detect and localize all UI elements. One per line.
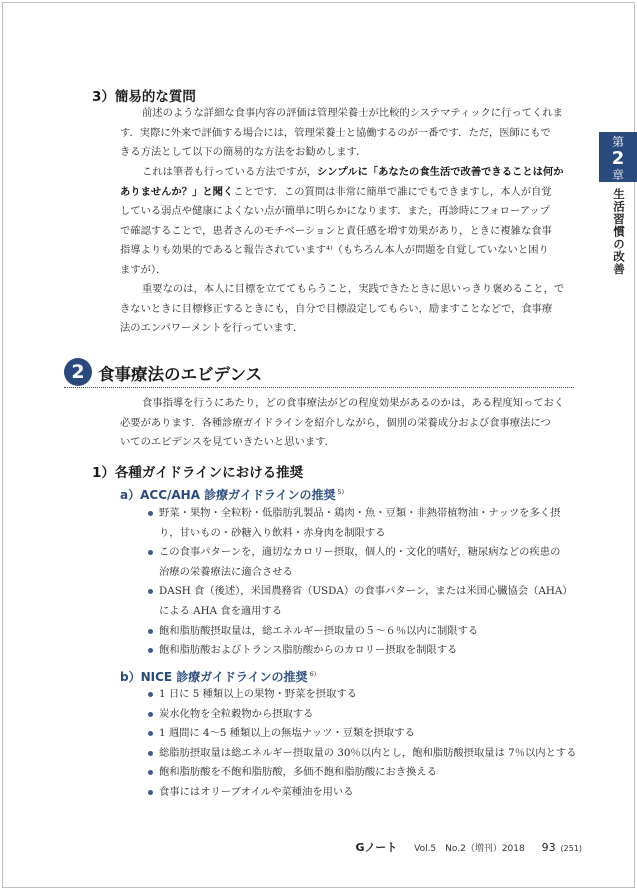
paragraph-line: いてのエビデンスを見ていきたいと思います． bbox=[120, 436, 335, 449]
list-item bbox=[148, 783, 576, 803]
list-item-text: 飽和脂肪酸摂取量は，総エネルギー摂取量の５～６％以内に制限する bbox=[159, 624, 479, 637]
chapter-prefix: 第 bbox=[611, 135, 624, 149]
list-item-text: 1 週間に 4～5 種類以上の無塩ナッツ・豆類を摂取する bbox=[159, 727, 415, 740]
section-number-badge: 2 bbox=[64, 358, 92, 386]
section-heading-simple-question: 3）簡易的な質問 bbox=[92, 89, 196, 105]
list-item-text: 炭水化物を全粒穀物から摂取する bbox=[159, 707, 314, 720]
list-item-text: この食事パターンを，適切なカロリー摂取，個人的・文化的嗜好，糖尿病などの疾患の bbox=[159, 546, 561, 559]
paragraph-line bbox=[120, 163, 574, 183]
list-item bbox=[148, 705, 576, 725]
guideline-heading-nice bbox=[120, 668, 316, 685]
list-item-text: 飽和脂肪酸およびトランス脂肪酸からのカロリー摂取を制限する bbox=[159, 644, 458, 657]
page-number: 93 bbox=[541, 841, 556, 854]
paragraph-1 bbox=[120, 104, 574, 163]
list-item bbox=[148, 744, 576, 764]
list-item bbox=[148, 763, 576, 783]
paragraph-line: している弱点や健康によくない点が簡単に明らかになります．また，再診時にフォローアップ bbox=[120, 205, 550, 218]
paragraph-line: 前述のような詳細な食事内容の評価は管理栄養士が比較的システマティックに行ってくれま bbox=[142, 107, 563, 119]
paragraph-line: きないときに目標修正するときにも，自分で目標設定してもらい，励ますことなどで，食事療 bbox=[120, 302, 553, 315]
bullet-icon bbox=[148, 511, 153, 516]
list-item-text: DASH 食（後述），米国農務省（USDA）の食事パターン，または米国心臓協会（AHA） bbox=[159, 585, 573, 598]
list-item bbox=[148, 622, 573, 642]
chapter-tab bbox=[599, 132, 637, 182]
list-item-text: 1 日に 5 種類以上の果物・野菜を摂取する bbox=[159, 688, 357, 700]
list-item-text: り，甘いもの・砂糖入り飲料・赤身肉を制限する bbox=[159, 526, 386, 539]
paragraph-line: 法のエンパワーメントを行っています． bbox=[120, 322, 304, 335]
bullet-icon bbox=[148, 770, 153, 775]
page-number-total: (251) bbox=[560, 844, 582, 853]
paragraph-line: きる方法として以下の簡易的な方法をお勧めします． bbox=[120, 146, 367, 159]
paragraph-line bbox=[120, 183, 574, 203]
bullet-icon bbox=[148, 751, 153, 756]
list-item bbox=[148, 724, 576, 744]
heading-text: b）NICE 診療ガイドラインの推奨 bbox=[120, 670, 308, 684]
list-item bbox=[148, 543, 573, 582]
acc-aha-bullet-list bbox=[148, 504, 573, 661]
list-item bbox=[148, 504, 573, 543]
bullet-icon bbox=[148, 648, 153, 653]
paragraph-line: ますが）． bbox=[120, 263, 167, 276]
list-item-text: 飽和脂肪酸を不飽和脂肪酸，多価不飽和脂肪酸におき換える bbox=[159, 766, 438, 779]
list-item bbox=[148, 685, 576, 705]
paragraph-line: 重要なのは，本人に目標を立ててもらうこと，実践できたときに思いっきり褒めること，で bbox=[142, 283, 565, 295]
journal-volume: Vol.5 No.2（増刊）2018 bbox=[414, 844, 525, 854]
paragraph-2 bbox=[120, 163, 574, 281]
emphasis-text: シンプルに「あなたの食生活で改善できることは何か bbox=[317, 166, 564, 178]
nice-bullet-list bbox=[148, 685, 576, 803]
bullet-icon bbox=[148, 550, 153, 555]
text-run: ことです．この質問は非常に簡単で誰にでもできますし，本人が自覚 bbox=[233, 185, 552, 198]
bullet-icon bbox=[148, 712, 153, 717]
heading-text: a）ACC/AHA 診療ガイドラインの推奨 bbox=[120, 488, 336, 502]
section-title: 食事療法のエビデンス bbox=[98, 365, 263, 384]
bullet-icon bbox=[148, 731, 153, 736]
emphasis-text: ありませんか？」と聞く bbox=[120, 185, 234, 198]
section-2-intro bbox=[120, 394, 574, 453]
list-item-text: 総脂肪摂取量は総エネルギー摂取量の 30％以内とし，飽和脂肪酸摂取量は 7％以内とする bbox=[159, 746, 577, 759]
subsection-heading-guidelines: 1）各種ガイドラインにおける推奨 bbox=[92, 465, 304, 481]
bullet-icon bbox=[148, 692, 153, 697]
paragraph-line: で確認することで，患者さんのモチベーションと責任感を増す効果があり，ときに複雑な食事 bbox=[120, 224, 552, 237]
list-item bbox=[148, 641, 573, 661]
guideline-heading-acc-aha bbox=[120, 486, 344, 503]
list-item bbox=[148, 582, 573, 621]
reference-number: 5) bbox=[337, 488, 345, 496]
paragraph-3 bbox=[120, 280, 574, 339]
paragraph-line: 指導よりも効果的であると報告されています⁴⁾（もちろん本人が問題を自覚していないと困り bbox=[120, 244, 549, 257]
page-footer bbox=[356, 839, 582, 855]
paragraph-line: す．実際に外来で評価する場合には，管理栄養士と協働するのが一番です．ただ，医師にもで bbox=[120, 126, 551, 139]
reference-number: 6) bbox=[309, 670, 317, 678]
list-item-text: による AHA 食を適用する bbox=[159, 604, 283, 617]
chapter-suffix: 章 bbox=[611, 168, 624, 182]
paragraph-line: 必要があります．各種診療ガイドラインを紹介しながら，個別の栄養成分および食事療法につ bbox=[120, 416, 551, 429]
chapter-label: 生活習慣の改善 bbox=[612, 188, 626, 276]
paragraph-line: 食事指導を行うにあたり，どの食事療法がどの程度効果があるのかは，ある程度知っておく bbox=[142, 397, 565, 409]
list-item-text: 治療の栄養療法に適合させる bbox=[159, 565, 293, 578]
list-item-text: 野菜・果物・全粒粉・低脂肪乳製品・鶏肉・魚・豆類・非熱帯植物油・ナッツを多く摂 bbox=[159, 507, 561, 519]
text-run: これは筆者も行っている方法ですが， bbox=[142, 166, 318, 178]
list-item-text: 食事にはオリーブオイルや菜種油を用いる bbox=[159, 785, 354, 798]
journal-brand: Gノート bbox=[355, 841, 398, 854]
bullet-icon bbox=[148, 589, 153, 594]
section-2-header bbox=[64, 358, 574, 388]
bullet-icon bbox=[148, 790, 153, 795]
bullet-icon bbox=[148, 629, 153, 634]
chapter-number: 2 bbox=[611, 148, 625, 169]
